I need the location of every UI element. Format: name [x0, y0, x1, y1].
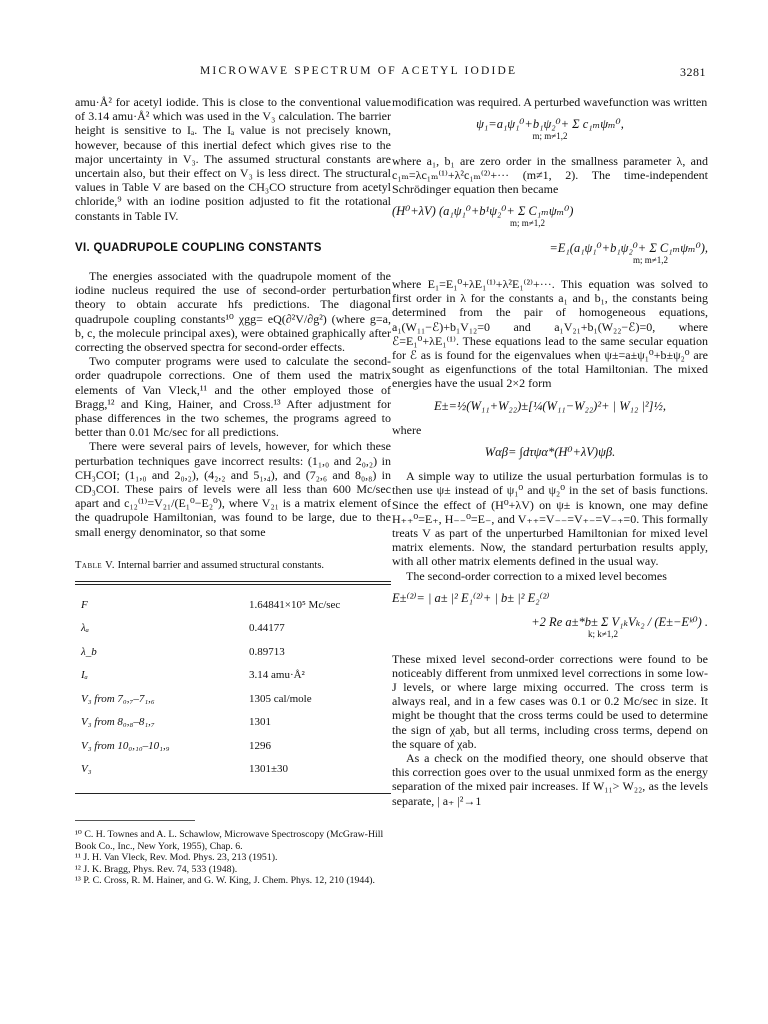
table-caption [75, 559, 391, 573]
equation-body: +2 Re a±*b± Σ V₁ₖVₖ₂ / (E±−Eᵏ⁰) . [531, 615, 708, 630]
equation-body: =E₁(a₁ψ₁⁰+b₁ψ₂⁰+ Σ C₁ₘψₘ⁰), [549, 240, 708, 255]
equation-subscript: m; m≠1,2 [532, 131, 568, 142]
table-row [75, 664, 391, 688]
equation-body: (H⁰+λV) (a₁ψ₁⁰+b¹ψ₂⁰+ Σ C₁ₘψₘ⁰) [392, 204, 574, 219]
paragraph: modification was required. A perturbed wavefunction was written [392, 95, 708, 109]
paragraph: The energies associated with the quadrupole moment of the iodine nucleus required the use of second-order perturbation theory to obtain accurate hfs predictions. The diagonal quadrupole coupling constants¹⁰ χgg= eQ(∂²V/∂g²) (where g=a, b, c, the molecule principal axes), were obtained graphically after correcting the observed spectra for second-order effects. [75, 269, 391, 355]
paragraph: These mixed level second-order corrections were found to be noticeably different from unmixed level corrections in some low-J levels, or where large mixing occurred. The cross term is always real, and in a few cases was 0.1 or 0.2 Mc/sec in size. It might be thought that the cross terms could be used to determine the sign of χab, but all terms, including cross terms, depend on the square of χab. [392, 651, 708, 751]
equation [392, 204, 708, 230]
footnote-rule [75, 820, 195, 821]
table-row [75, 687, 391, 711]
equation [392, 615, 708, 641]
table-value: 1.64841×10⁵ Mc/sec [249, 598, 341, 611]
paragraph: The second-order correction to a mixed level becomes [406, 568, 667, 583]
table-value: 0.44177 [249, 622, 285, 635]
paragraph: where a₁, b₁ are zero order in the smallness parameter λ, and c₁ₘ=λc₁ₘ⁽¹⁾+λ²c₁ₘ⁽²⁾+··· (m≠1, 2). The time-independent Schrödinger equation then became [392, 153, 708, 197]
table-row [75, 640, 391, 664]
footnotes [75, 829, 391, 887]
table-key: λₐ [81, 622, 89, 635]
equation-body: E±=½(W₁₁+W₂₂)±[¼(W₁₁−W₂₂)²+ | W₁₂ |²]½, [434, 398, 666, 413]
equation-body: E±⁽²⁾= | a± |² E₁⁽²⁾+ | b± |² E₂⁽²⁾ [392, 590, 550, 605]
structural-constants-table [75, 581, 391, 794]
table-row [75, 593, 391, 617]
table-key: V₃ from 7₀,₇–7₁,₆ [81, 692, 155, 705]
table-key: V₃ [81, 763, 92, 776]
equation [392, 241, 708, 267]
paragraph: A simple way to utilize the usual perturbation formulas is to then use ψ± instead of ψ₁⁰ and ψ₂⁰ in the set of basis functions. Since the effect of (H⁰+λV) on ψ± is known, one may define H₊₊⁰=E₊, H₋₋⁰=E₋, and V₊₊=V₋₋=V₊₋=V₋₊=0. This formally treats V as part of the unperturbed Hamiltonian for mixed level matrix elements. Now, the standard perturbation results apply, with all other matrix elements defined in the usual way. [392, 469, 708, 569]
equation-subscript: m; m≠1,2 [510, 218, 545, 229]
table-value: 1305 cal/mole [249, 692, 312, 705]
table-key: V₃ from 8₀,₈–8₁,₇ [81, 716, 155, 729]
table-value: 3.14 amu·Å² [249, 669, 305, 682]
footnote: ¹⁰ C. H. Townes and A. L. Schawlow, Microwave Spectroscopy (McGraw-Hill Book Co., Inc., New York, 1955), Chap. 6. [75, 829, 384, 852]
equation-body: Wαβ= ∫dτψα*(H⁰+λV)ψβ. [484, 445, 616, 460]
paragraph: As a check on the modified theory, one should observe that this correction goes over to the usual unmixed form as the energy separation of the mixed pair increases. If W₁₁> W₂₂, as the levels separate, | a₊ |²→1 [392, 750, 708, 808]
equation-subscript: k; k≠1,2 [588, 629, 618, 640]
footnote: ¹³ P. C. Cross, R. M. Hainer, and G. W. King, J. Chem. Phys. 12, 210 (1944). [75, 875, 375, 887]
paragraph: There were several pairs of levels, however, for which these perturbation techniques gave incorrect results: (1₁,₀ and 2₀,₂) in CH₃COI; (1₁,₀ and 2₀,₂), (4₂,₂ and 5₁,₄), and (7₂,₆ and 8₀,₈) in CD₃COI. These pairs of levels were all less than 600 Mc/sec apart and c₁₂⁽¹⁾=V₂₁/(E₁⁰−E₂⁰), where V₂₁ is a matrix element of the quadrupole Hamiltonian, was found to be large, due to the small energy denominator, so that some [75, 439, 391, 539]
table-key: λ_b [81, 645, 97, 658]
paragraph: amu·Å² for acetyl iodide. This is close to the conventional value of 3.14 amu·Å² which was used in the V₃ calculation. The barrier height is sensitive to Iₐ. The Iₐ value is not precisely known, however, because of this inertial defect which gives rise to the major uncertainty in V₃. The assumed structural constants are uncertain also, but their effect on V₃ is less direct. The structural values in Table V are based on the CH₃CO structure from acetyl chloride,⁹ with an iodine position adjusted to fit the rotational constants in Table IV. [75, 95, 391, 223]
paragraph: Two computer programs were used to calculate the second-order quadrupole corrections. One of them used the matrix elements of Van Vleck,¹¹ and the other employed those of Bragg,¹² and King, Hainer, and Cross.¹³ After adjustment for phase differences in the two schemes, the programs agreed to better than 0.01 Mc/sec for all predictions. [75, 354, 391, 440]
table-key: V₃ from 10₀,₁₀–10₁,₉ [81, 739, 170, 752]
table-value: 1301 [249, 716, 271, 729]
table-key: F [81, 598, 88, 611]
table-value: 1301±30 [249, 763, 289, 776]
running-header [60, 65, 706, 85]
left-column [75, 95, 391, 887]
table-row [75, 734, 391, 758]
table-caption-text: Internal barrier and assumed structural constants. [117, 559, 325, 571]
table-row [75, 758, 391, 782]
table-value: 1296 [249, 739, 271, 752]
equation-body: ψ₁=a₁ψ₁⁰+b₁ψ₂⁰+ Σ c₁ₘψₘ⁰, [476, 117, 624, 132]
footnote: ¹¹ J. H. Van Vleck, Rev. Mod. Phys. 23, 213 (1951). [75, 852, 278, 864]
paragraph: where [392, 422, 422, 437]
equation [392, 445, 708, 459]
equation [392, 399, 708, 413]
equation [392, 117, 708, 143]
table-value: 0.89713 [249, 645, 285, 658]
running-title: MICROWAVE SPECTRUM OF ACETYL IODIDE [200, 65, 518, 77]
right-column [392, 95, 708, 808]
paragraph: where E₁=E₁⁰+λE₁⁽¹⁾+λ²E₁⁽²⁾+···. This equation was solved to first order in λ for the constants a₁ and b₁, the constants being determined from the pair of homogeneous equations, a₁(W₁₁−ℰ)+b₁V₁₂=0 and a₁V₂₁+b₁(W₂₂−ℰ)=0, where ℰ=E₁⁰+λE₁⁽¹⁾. These equations lead to the same secular equation for ℰ as is found for the eigenvalues when ψ±=a±ψ₁⁰+b±ψ₂⁰ are sought as eigenfunctions of the total Hamiltonian. The mixed energies have the usual 2×2 form [392, 277, 708, 391]
section-heading: VI. QUADRUPOLE COUPLING CONSTANTS [75, 241, 322, 254]
table-row [75, 617, 391, 641]
page-number: 3281 [680, 65, 706, 79]
footnote: ¹² J. K. Bragg, Phys. Rev. 74, 533 (1948). [75, 863, 238, 875]
equation [392, 591, 708, 605]
equation-subscript: m; m≠1,2 [633, 254, 668, 265]
table-key: Iₐ [81, 669, 88, 682]
table-row [75, 711, 391, 735]
table-caption-label: Table V. [75, 559, 115, 571]
